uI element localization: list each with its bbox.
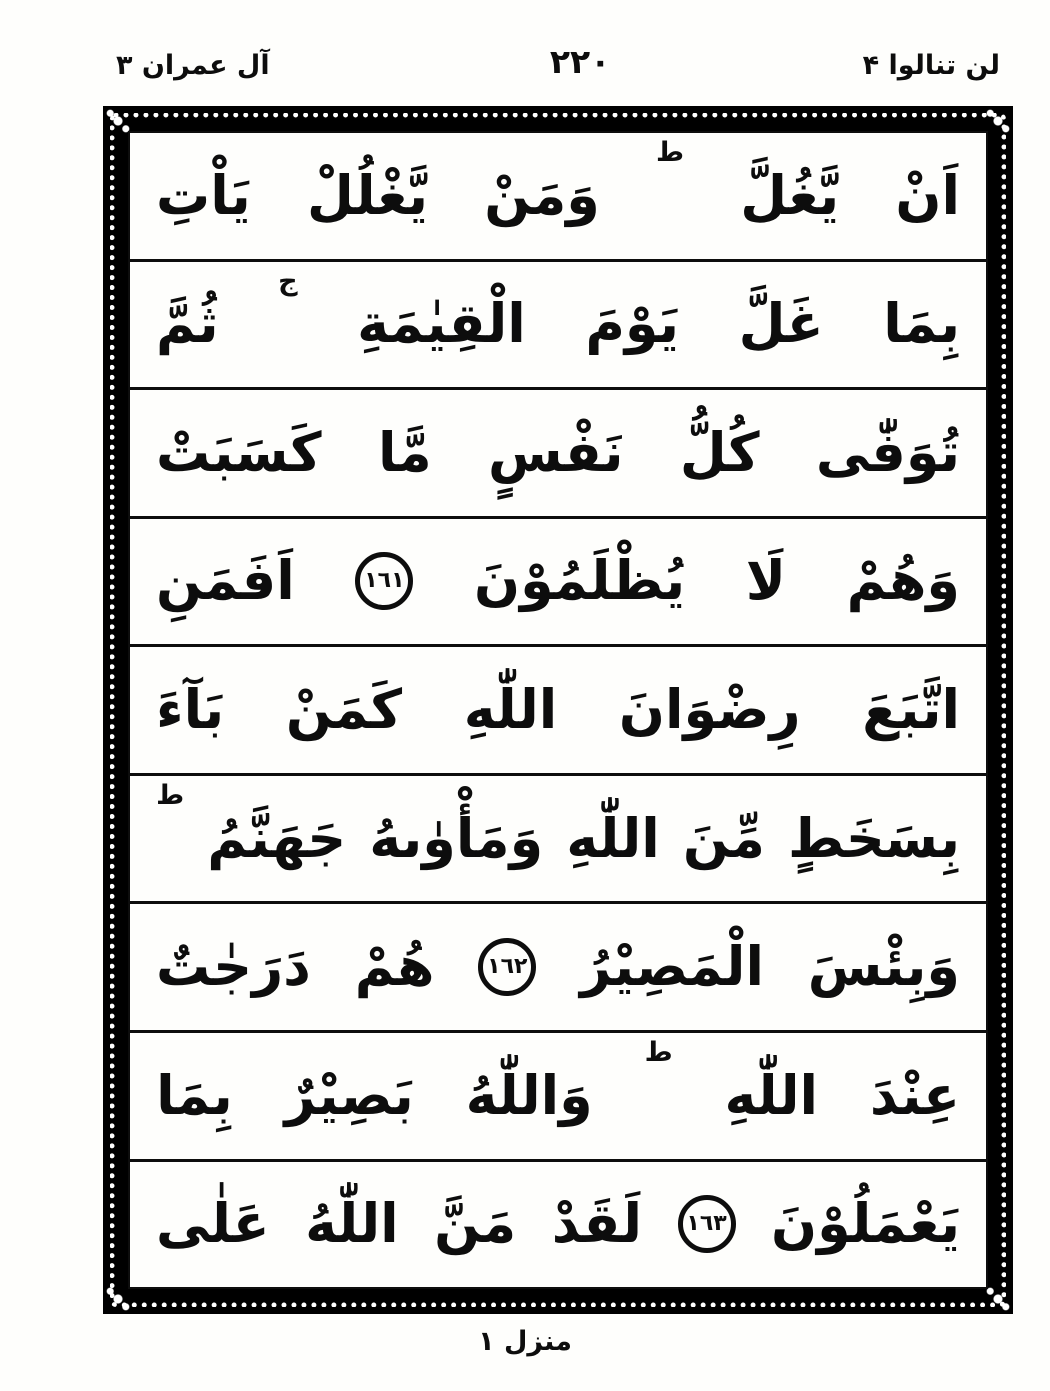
quran-line [130,133,986,262]
quran-line [130,1162,986,1288]
corner-flourish-icon [105,1286,131,1312]
quran-word: وَاللّٰهُ [465,1063,593,1127]
quran-word: اللّٰهِ [463,678,558,742]
quran-word: بِمَا [156,1063,233,1127]
pause-mark: ط [156,779,185,811]
quran-word: نَفْسٍ [488,420,624,484]
quran-word: يَّغْلُلْ [307,163,429,227]
quran-word: ثُمَّ [156,292,219,356]
quran-word: وَبِئْسَ [807,935,960,999]
pause-mark: ط [656,137,685,168]
quran-word: اللّٰهِ [566,806,660,870]
pause-mark: ج [278,265,298,297]
corner-flourish-icon [985,1286,1011,1312]
quran-word: كُلُّ [679,420,760,484]
surah-name-label: آل عمران ٣ [116,50,270,81]
quran-word: بَصِيْرٌ [284,1063,414,1127]
pause-mark: ط [644,1036,673,1068]
quran-word: جَهَنَّمُ [207,806,347,870]
quran-lines [128,131,988,1289]
quran-word: لَا [745,549,786,613]
quran-word: اَنْ [895,163,960,227]
quran-word: يُظْلَمُوْنَ [474,549,686,613]
quran-line [130,390,986,519]
quran-word: يَاْتِ [156,163,251,227]
quran-word: الْمَصِيْرُ [580,935,764,999]
quran-word: مَّا [377,420,432,484]
quran-word: عَلٰى [156,1192,270,1256]
aya-marker: ١٦٢ [478,938,536,996]
quran-line [130,1033,986,1162]
quran-word: دَرَجٰتٌ [156,935,311,999]
quran-word: اتَّبَعَ [862,678,960,742]
juz-name-label: لن تنالوا ۴ [862,50,1000,81]
quran-line [130,647,986,776]
quran-word: عِنْدَ [869,1063,960,1127]
quran-word: يَّغُلَّ [740,163,840,227]
page-number: ٢٢٠ [549,42,611,81]
quran-line [130,904,986,1033]
quran-word: تُوَفّٰى [815,420,960,484]
quran-word: اَفَمَنِ [156,549,295,613]
quran-word: يَوْمَ [585,292,680,356]
quran-word: وَمَنْ [484,163,600,227]
quran-word: وَهُمْ [846,549,960,613]
aya-marker: ١٦٣ [678,1195,736,1253]
quran-word: وَمَأْوٰىهُ [369,806,544,870]
decorative-border-frame [103,106,1013,1314]
quran-word: يَعْمَلُوْنَ [771,1192,960,1256]
quran-word: بِمَا [883,292,960,356]
quran-word: اللّٰهُ [305,1192,399,1256]
quran-word: اللّٰهِ [724,1063,819,1127]
quran-word: هُمْ [354,935,435,999]
quran-word: مِّنَ [682,806,765,870]
quran-word: كَسَبَتْ [156,420,322,484]
quran-word: لَقَدْ [551,1192,643,1256]
corner-flourish-icon [985,108,1011,134]
quran-word: بَآءَ [156,678,225,742]
quran-line [130,776,986,905]
quran-line [130,262,986,391]
quran-word: كَمَنْ [285,678,403,742]
quran-word: رِضْوَانَ [618,678,801,742]
quran-word: مَنَّ [434,1192,517,1256]
manzil-label: منزل ١ [478,1326,572,1357]
quran-line [130,519,986,648]
page-header [116,42,1000,81]
quran-word: الْقِيٰمَةِ [357,292,526,356]
quran-word: بِسَخَطٍ [788,806,960,870]
aya-marker: ١٦١ [355,552,413,610]
quran-word: غَلَّ [738,292,824,356]
